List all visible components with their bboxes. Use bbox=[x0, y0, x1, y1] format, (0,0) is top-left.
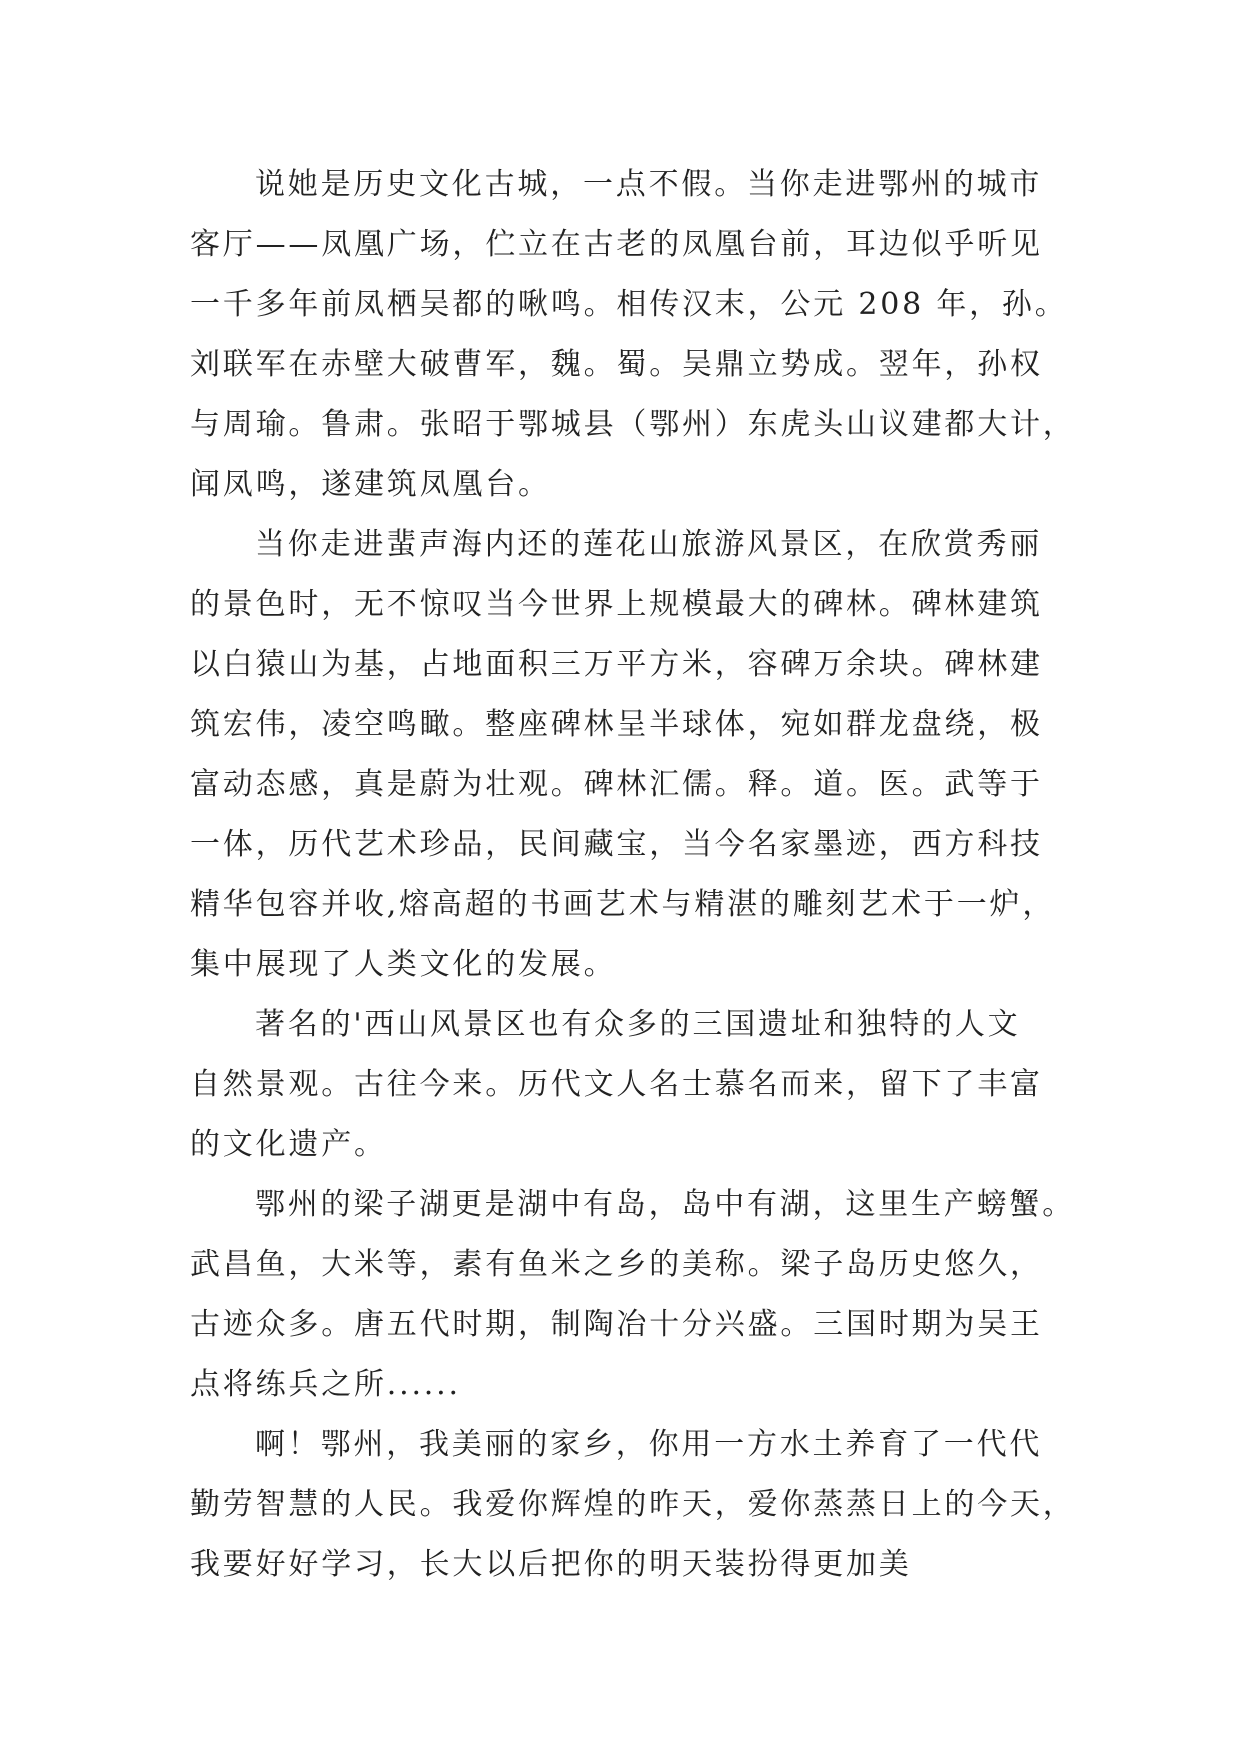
paragraph-lotus-mountain bbox=[190, 515, 1090, 995]
paragraph-line: 勤劳智慧的人民。我爱你辉煌的昨天，爱你蒸蒸日上的今天， bbox=[190, 1487, 1076, 1522]
paragraph-line: 啊！鄂州，我美丽的家乡，你用一方水土养育了一代代 bbox=[255, 1427, 1043, 1462]
paragraph-line: 与周瑜。鲁肃。张昭于鄂城县（鄂州）东虎头山议建都大计， bbox=[190, 407, 1076, 442]
paragraph-line: 刘联军在赤壁大破曹军，魏。蜀。吴鼎立势成。翌年，孙权 bbox=[190, 347, 1043, 382]
paragraph-line: 点将练兵之所...... bbox=[190, 1367, 461, 1402]
paragraph-west-mountain bbox=[190, 995, 1090, 1175]
paragraph-line: 集中展现了人类文化的发展。 bbox=[190, 947, 617, 982]
paragraph-line: 自然景观。古往今来。历代文人名士慕名而来，留下了丰富 bbox=[190, 1067, 1043, 1102]
paragraph-history-city bbox=[190, 155, 1090, 515]
document-body bbox=[190, 155, 1090, 1595]
paragraph-line: 以白猿山为基，占地面积三万平方米，容碑万余块。碑林建 bbox=[190, 647, 1043, 682]
paragraph-line: 武昌鱼，大米等，素有鱼米之乡的美称。梁子岛历史悠久， bbox=[190, 1247, 1043, 1282]
paragraph-line: 闻凤鸣，遂建筑凤凰台。 bbox=[190, 467, 551, 502]
paragraph-line: 古迹众多。唐五代时期，制陶冶十分兴盛。三国时期为吴王 bbox=[190, 1307, 1043, 1342]
paragraph-line: 说她是历史文化古城，一点不假。当你走进鄂州的城市 bbox=[255, 167, 1043, 202]
paragraph-line: 的景色时，无不惊叹当今世界上规模最大的碑林。碑林建筑 bbox=[190, 587, 1043, 622]
paragraph-line: 精华包容并收,熔高超的书画艺术与精湛的雕刻艺术于一炉， bbox=[190, 887, 1056, 922]
paragraph-line: 当你走进蜚声海内还的莲花山旅游风景区，在欣赏秀丽 bbox=[255, 527, 1043, 562]
paragraph-line: 著名的'西山风景区也有众多的三国遗址和独特的人文 bbox=[255, 1007, 1021, 1042]
paragraph-line: 筑宏伟，凌空鸣瞰。整座碑林呈半球体，宛如群龙盘绕，极 bbox=[190, 707, 1043, 742]
paragraph-line: 客厅——凤凰广场，伫立在古老的凤凰台前，耳边似乎听见 bbox=[190, 227, 1043, 262]
paragraph-line: 一千多年前凤栖吴都的啾鸣。相传汉末，公元 208 年，孙。 bbox=[190, 287, 1068, 322]
paragraph-line: 的文化遗产。 bbox=[190, 1127, 387, 1162]
paragraph-line: 一体，历代艺术珍品，民间藏宝，当今名家墨迹，西方科技 bbox=[190, 827, 1043, 862]
paragraph-conclusion bbox=[190, 1415, 1090, 1595]
paragraph-line: 我要好好学习，长大以后把你的明天装扮得更加美 bbox=[190, 1547, 912, 1582]
paragraph-line: 富动态感，真是蔚为壮观。碑林汇儒。释。道。医。武等于 bbox=[190, 767, 1043, 802]
paragraph-liangzi-lake bbox=[190, 1175, 1090, 1415]
paragraph-line: 鄂州的梁子湖更是湖中有岛，岛中有湖，这里生产螃蟹。 bbox=[255, 1187, 1075, 1222]
